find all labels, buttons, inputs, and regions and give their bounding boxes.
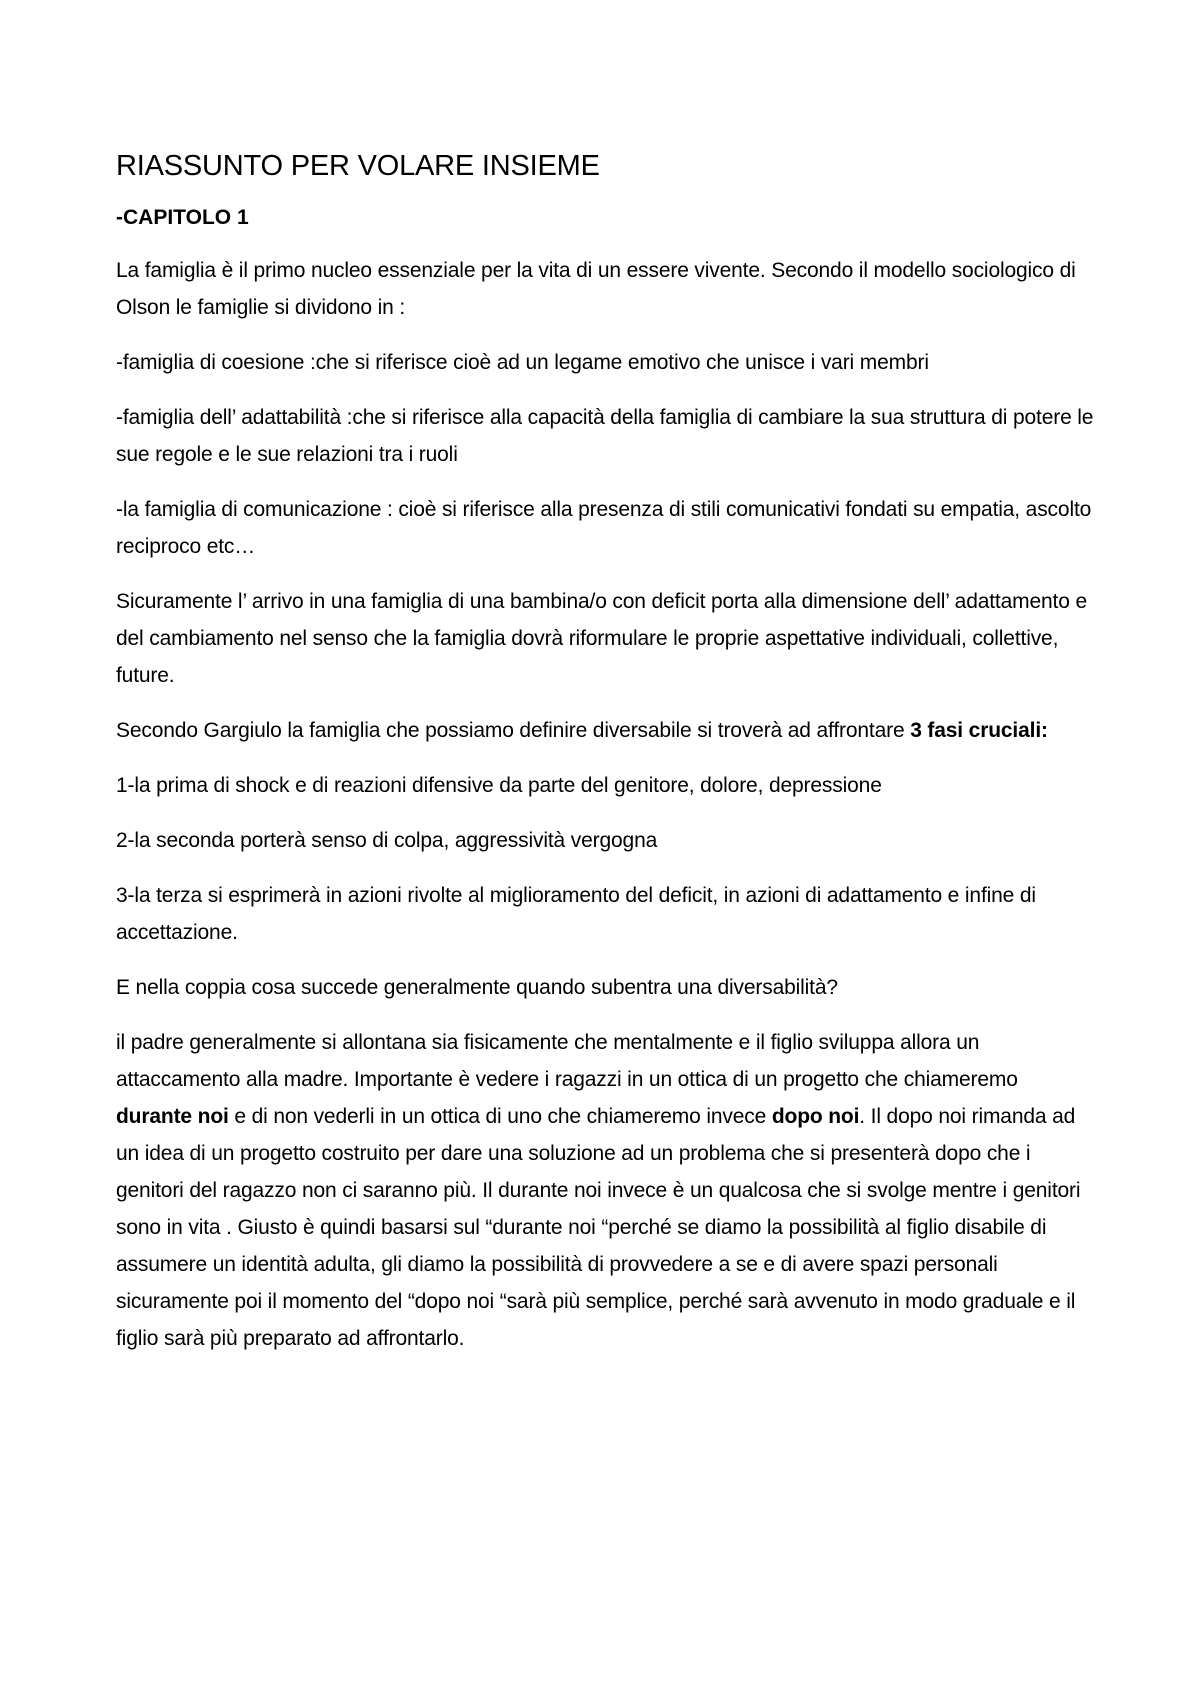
bold-dopo-noi: dopo noi [771, 1105, 860, 1128]
bold-durante-noi: durante noi [116, 1105, 229, 1128]
paragraph-text-a: il padre generalmente si allontana sia fisicamente che mentalmente e il figlio sviluppa allora un attaccamento alla madre. Importante è vedere i ragazzi in un ottica di un progetto che chiameremo [116, 1031, 1018, 1091]
document-body [116, 148, 1096, 1357]
paragraph-text-b: e di non vederli in un ottica di uno che chiameremo invece [228, 1105, 772, 1128]
paragraph-coesione: -famiglia di coesione :che si riferisce cioè ad un legame emotivo che unisce i vari membri [116, 351, 929, 374]
paragraph-gargiulo-bold: 3 fasi cruciali: [910, 719, 1048, 742]
paragraph-intro: La famiglia è il primo nucleo essenziale per la vita di un essere vivente. Secondo il modello sociologico di Olson le famiglie si dividono in : [116, 259, 1076, 319]
paragraph-fase-1: 1-la prima di shock e di reazioni difensive da parte del genitore, dolore, depressione [116, 774, 882, 797]
chapter-heading: -CAPITOLO 1 [116, 206, 249, 229]
paragraph-gargiulo-text: Secondo Gargiulo la famiglia che possiamo definire diversabile si troverà ad affrontare [116, 719, 911, 742]
paragraph-fase-3: 3-la terza si esprimerà in azioni rivolte al miglioramento del deficit, in azioni di adattamento e infine di accettazione. [116, 884, 1036, 944]
paragraph-gargiulo [116, 712, 1096, 749]
paragraph-comunicazione: -la famiglia di comunicazione : cioè si riferisce alla presenza di stili comunicativi fondati su empatia, ascolto reciproco etc… [116, 498, 1092, 558]
paragraph-arrivo-deficit: Sicuramente l’ arrivo in una famiglia di una bambina/o con deficit porta alla dimensione dell’ adattamento e del cambiamento nel senso che la famiglia dovrà riformulare le proprie aspettative individuali, collettive, future. [116, 590, 1087, 687]
paragraph-fase-2: 2-la seconda porterà senso di colpa, aggressività vergogna [116, 829, 658, 852]
paragraph-adattabilita: -famiglia dell’ adattabilità :che si riferisce alla capacità della famiglia di cambiare la sua struttura di potere le sue regole e le sue relazioni tra i ruoli [116, 406, 1094, 466]
paragraph-durante-dopo-noi [116, 1024, 1096, 1357]
paragraph-coppia-question: E nella coppia cosa succede generalmente quando subentra una diversabilità? [116, 976, 838, 999]
paragraph-text-c: . Il dopo noi rimanda ad un idea di un progetto costruito per dare una soluzione ad un problema che si presenterà dopo che i genitori del ragazzo non ci saranno più. Il durante noi invece è un qualcosa che si svolge mentre i genitori sono in vita . Giusto è quindi basarsi sul “durante noi “perché se diamo la possibilità al figlio disabile di assumere un identità adulta, gli diamo la possibilità di provvedere a se e di avere spazi personali sicuramente poi il momento del “dopo noi “sarà più semplice, perché sarà avvenuto in modo graduale e il figlio sarà più preparato ad affrontarlo. [116, 1105, 1081, 1350]
document-title: RIASSUNTO PER VOLARE INSIEME [116, 150, 600, 182]
